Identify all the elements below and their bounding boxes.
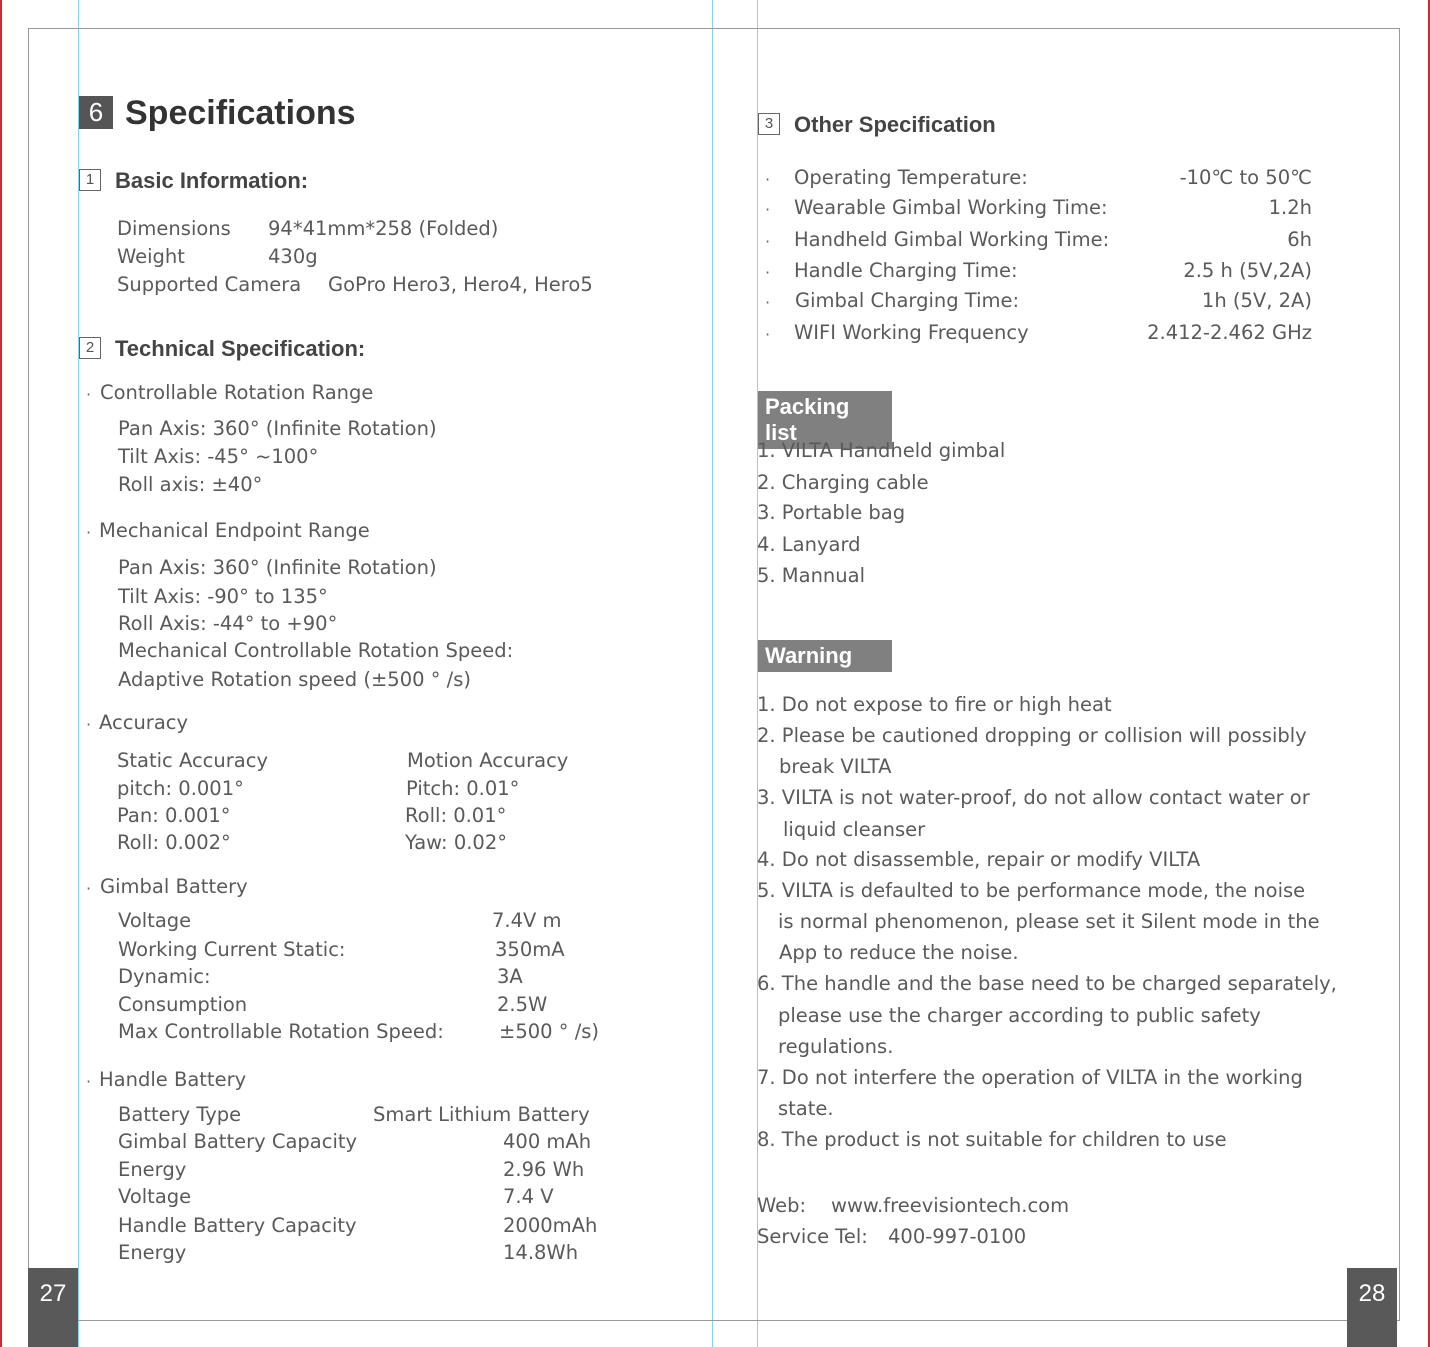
warning-line: break VILTA bbox=[779, 755, 892, 778]
battery-value: 400 mAh bbox=[503, 1130, 592, 1153]
warning-line: is normal phenomenon, please set it Silent mode in the bbox=[778, 910, 1320, 933]
page-number-left: 27 bbox=[28, 1268, 78, 1347]
bullet-dot: · bbox=[86, 385, 92, 404]
warning-line: state. bbox=[778, 1097, 834, 1120]
packing-item: 3. Portable bag bbox=[757, 501, 906, 524]
battery-value: ±500 ° /s) bbox=[499, 1020, 600, 1043]
motion-accuracy-value: Pitch: 0.01° bbox=[406, 777, 520, 800]
subsection-number: 1 bbox=[79, 169, 101, 191]
dimensions-value: 94*41mm*258 (Folded) bbox=[268, 217, 499, 240]
bullet-dot: · bbox=[765, 232, 771, 251]
page-number-right: 28 bbox=[1347, 1268, 1397, 1347]
bullet-dot: · bbox=[765, 200, 771, 219]
spec-line: Roll axis: ±40° bbox=[118, 473, 263, 496]
warning-line: 6. The handle and the base need to be charged separately, bbox=[757, 972, 1337, 995]
bullet-dot: · bbox=[86, 879, 92, 898]
static-accuracy-value: Roll: 0.002° bbox=[117, 831, 231, 854]
warning-line: App to reduce the noise. bbox=[779, 941, 1019, 964]
tel-value: 400-997-0100 bbox=[888, 1225, 1027, 1248]
trim-line bbox=[28, 1320, 1400, 1321]
warning-line: 5. VILTA is defaulted to be performance mode, the noise bbox=[757, 879, 1306, 902]
other-spec-value: 2.412-2.462 GHz bbox=[1147, 321, 1312, 344]
trim-line bbox=[28, 28, 1400, 29]
bullet-dot: · bbox=[86, 715, 92, 734]
static-accuracy-heading: Static Accuracy bbox=[117, 749, 268, 772]
handle-battery-heading: Handle Battery bbox=[99, 1068, 247, 1091]
warning-label: Warning bbox=[758, 640, 892, 672]
dimensions-label: Dimensions bbox=[117, 217, 231, 240]
weight-value: 430g bbox=[268, 245, 318, 268]
spec-line: Adaptive Rotation speed (±500 ° /s) bbox=[118, 668, 472, 691]
other-spec-label: Operating Temperature: bbox=[794, 166, 1028, 189]
bullet-dot: · bbox=[765, 170, 771, 189]
other-spec-label: Wearable Gimbal Working Time: bbox=[794, 196, 1108, 219]
other-spec-value: -10℃ to 50℃ bbox=[1179, 166, 1312, 189]
warning-line: 3. VILTA is not water-proof, do not allow contact water or bbox=[757, 786, 1310, 809]
packing-item: 2. Charging cable bbox=[757, 471, 929, 494]
warning-line: regulations. bbox=[778, 1035, 894, 1058]
rotation-range-heading: Controllable Rotation Range bbox=[100, 381, 374, 404]
battery-type-value: Smart Lithium Battery bbox=[373, 1103, 590, 1126]
packing-item: 4. Lanyard bbox=[757, 533, 861, 556]
page-title bbox=[79, 94, 356, 133]
warning-line: 1. Do not expose to fire or high heat bbox=[757, 693, 1112, 716]
battery-value: 350mA bbox=[495, 938, 565, 961]
static-accuracy-value: pitch: 0.001° bbox=[117, 777, 244, 800]
warning-line: 8. The product is not suitable for children to use bbox=[757, 1128, 1227, 1151]
spec-line: Pan Axis: 360° (Infinite Rotation) bbox=[118, 556, 437, 579]
battery-type-label: Battery Type bbox=[118, 1103, 242, 1126]
packing-item: 1. VILTA Handheld gimbal bbox=[757, 439, 1006, 462]
battery-value: 7.4 V bbox=[503, 1185, 554, 1208]
battery-label: Working Current Static: bbox=[118, 938, 346, 961]
basic-info-heading: 1 Basic Information: bbox=[79, 168, 308, 194]
other-spec-value: 6h bbox=[1287, 228, 1312, 251]
motion-accuracy-value: Yaw: 0.02° bbox=[405, 831, 507, 854]
motion-accuracy-heading: Motion Accuracy bbox=[407, 749, 569, 772]
other-spec-value: 1h (5V, 2A) bbox=[1201, 289, 1312, 312]
bullet-dot: · bbox=[86, 523, 92, 542]
spec-line: Tilt Axis: -90° to 135° bbox=[118, 585, 328, 608]
spec-line: Mechanical Controllable Rotation Speed: bbox=[118, 639, 514, 662]
other-spec-label: WIFI Working Frequency bbox=[794, 321, 1029, 344]
static-accuracy-value: Pan: 0.001° bbox=[117, 804, 231, 827]
spec-line: Pan Axis: 360° (Infinite Rotation) bbox=[118, 417, 437, 440]
subsection-number: 2 bbox=[79, 337, 101, 359]
other-spec-value: 1.2h bbox=[1268, 196, 1312, 219]
warning-line: 4. Do not disassemble, repair or modify VILTA bbox=[757, 848, 1201, 871]
other-spec-value: 2.5 h (5V,2A) bbox=[1183, 259, 1312, 282]
battery-label: Energy bbox=[118, 1158, 187, 1181]
battery-label: Handle Battery Capacity bbox=[118, 1214, 357, 1237]
battery-value: 14.8Wh bbox=[503, 1241, 579, 1264]
other-spec-label: Handheld Gimbal Working Time: bbox=[794, 228, 1110, 251]
web-label: Web: bbox=[757, 1194, 807, 1217]
battery-label: Gimbal Battery Capacity bbox=[118, 1130, 358, 1153]
guide-line bbox=[712, 0, 713, 1347]
battery-value: 2000mAh bbox=[503, 1214, 598, 1237]
trim-line bbox=[1399, 28, 1400, 1321]
web-value[interactable]: www.freevisiontech.com bbox=[831, 1194, 1070, 1217]
motion-accuracy-value: Roll: 0.01° bbox=[405, 804, 507, 827]
battery-value: 3A bbox=[497, 965, 523, 988]
bullet-dot: · bbox=[86, 1072, 92, 1091]
trim-line bbox=[28, 28, 29, 1321]
battery-value: 2.5W bbox=[497, 993, 548, 1016]
gimbal-battery-heading: Gimbal Battery bbox=[100, 875, 248, 898]
bullet-dot: · bbox=[765, 263, 771, 282]
other-spec-label: Handle Charging Time: bbox=[794, 259, 1018, 282]
battery-label: Voltage bbox=[118, 1185, 192, 1208]
battery-label: Max Controllable Rotation Speed: bbox=[118, 1020, 444, 1043]
warning-line: liquid cleanser bbox=[783, 818, 926, 841]
other-spec-heading: 3 Other Specification bbox=[758, 112, 996, 138]
battery-label: Dynamic: bbox=[118, 965, 211, 988]
packing-list-label: Packing list bbox=[758, 391, 892, 449]
spec-line: Roll Axis: -44° to +90° bbox=[118, 612, 338, 635]
subsection-number: 3 bbox=[758, 113, 780, 135]
warning-line: 7. Do not interfere the operation of VILTA in the working bbox=[757, 1066, 1303, 1089]
accuracy-heading: Accuracy bbox=[99, 711, 189, 734]
camera-value: GoPro Hero3, Hero4, Hero5 bbox=[328, 273, 593, 296]
section-number-badge: 6 bbox=[79, 96, 113, 129]
battery-value: 7.4V m bbox=[492, 909, 562, 932]
battery-label: Voltage bbox=[118, 909, 192, 932]
battery-label: Energy bbox=[118, 1241, 187, 1264]
guide-line bbox=[78, 0, 79, 1347]
warning-line: 2. Please be cautioned dropping or collision will possibly bbox=[757, 724, 1307, 747]
title-text: Specifications bbox=[125, 94, 356, 132]
page-edge-left bbox=[0, 0, 2, 1347]
packing-item: 5. Mannual bbox=[757, 564, 866, 587]
endpoint-range-heading: Mechanical Endpoint Range bbox=[99, 519, 370, 542]
bullet-dot: · bbox=[765, 325, 771, 344]
weight-label: Weight bbox=[117, 245, 185, 268]
warning-line: please use the charger according to public safety bbox=[778, 1004, 1261, 1027]
technical-spec-heading: 2 Technical Specification: bbox=[79, 336, 365, 362]
tel-label: Service Tel: bbox=[757, 1225, 868, 1248]
bullet-dot: · bbox=[765, 293, 771, 312]
battery-label: Consumption bbox=[118, 993, 248, 1016]
camera-label: Supported Camera bbox=[117, 273, 302, 296]
battery-value: 2.96 Wh bbox=[503, 1158, 585, 1181]
spec-line: Tilt Axis: -45° ~100° bbox=[118, 445, 319, 468]
other-spec-label: Gimbal Charging Time: bbox=[795, 289, 1020, 312]
